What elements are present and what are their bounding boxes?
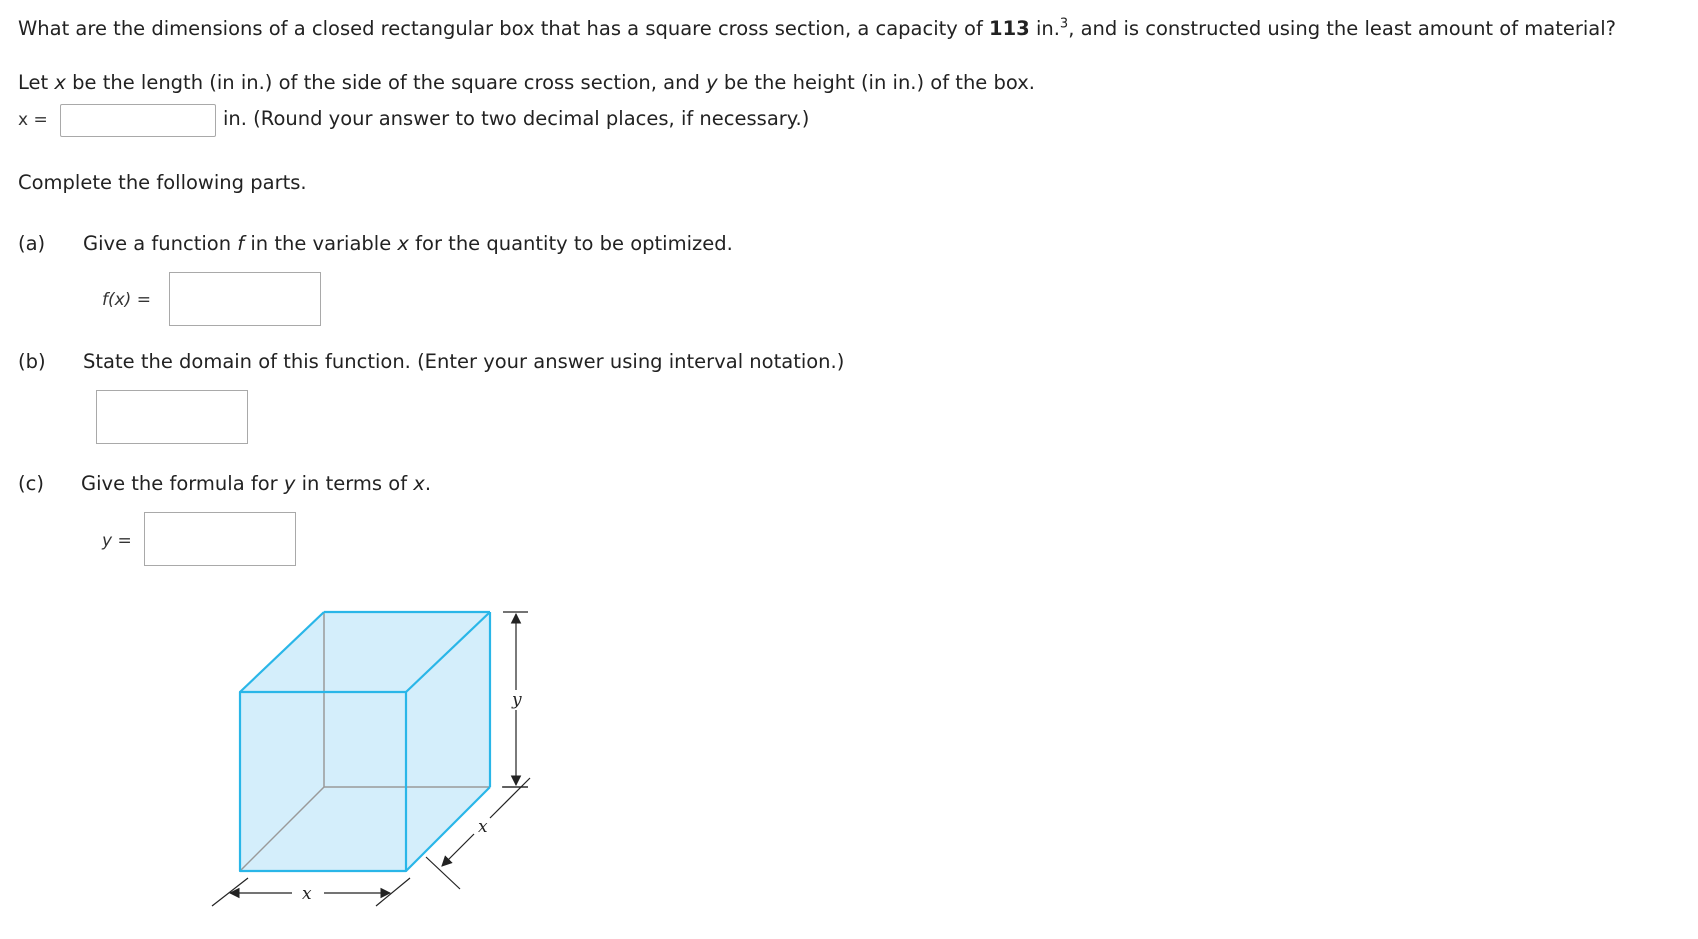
setup-text — [18, 71, 1035, 95]
part-c-text-1: Give the formula for — [81, 472, 278, 495]
part-b-answer-field[interactable] — [96, 390, 248, 444]
width-label: x — [302, 884, 312, 904]
part-c-text-2: in terms of — [301, 472, 408, 495]
height-label: y — [512, 690, 522, 710]
part-c-prompt — [81, 472, 431, 496]
part-c-answer-label: y = — [102, 531, 132, 551]
setup-var-y: y — [706, 71, 718, 94]
part-a-answer-field[interactable] — [169, 272, 321, 326]
part-b-label: (b) — [18, 350, 46, 373]
setup-text-2: be the length (in in.) of the side of the square cross section, and — [72, 71, 700, 94]
part-a-label: (a) — [18, 232, 46, 255]
part-c-var-x: x — [413, 472, 425, 495]
setup-var-x: x — [54, 71, 66, 94]
box-fill — [240, 612, 490, 871]
part-b-prompt: State the domain of this function. (Enter your answer using interval notation.) — [83, 350, 845, 373]
part-c-var-y: y — [283, 472, 296, 495]
part-a-text-3: for the quantity to be optimized. — [415, 232, 733, 255]
question-prefix: What are the dimensions of a closed rectangular box that has a square cross section, a capacity of — [18, 17, 983, 40]
part-a-var-f: f — [237, 232, 245, 255]
depth-label: x — [478, 817, 488, 837]
capacity-exponent: 3 — [1059, 16, 1069, 32]
part-a-prompt — [83, 232, 733, 256]
part-a-answer-label: f(x) = — [102, 290, 151, 310]
x-answer-hint: in. (Round your answer to two decimal places, if necessary.) — [223, 107, 810, 130]
box-diagram — [200, 600, 540, 920]
part-a-var-x: x — [397, 232, 409, 255]
setup-text-3: be the height (in in.) of the box. — [723, 71, 1035, 94]
part-c-label: (c) — [18, 472, 44, 495]
part-a-text-2: in the variable — [250, 232, 392, 255]
capacity-value: 113 — [989, 17, 1030, 40]
question-suffix: , and is constructed using the least amount of material? — [1068, 17, 1617, 40]
part-c-text-3: . — [424, 472, 432, 495]
capacity-unit: in. — [1035, 17, 1060, 40]
setup-text-1: Let — [18, 71, 49, 94]
x-answer-label: x = — [18, 110, 48, 130]
x-answer-field[interactable] — [60, 104, 216, 137]
instructions-text: Complete the following parts. — [18, 171, 307, 194]
part-c-answer-field[interactable] — [144, 512, 296, 566]
part-a-text-1: Give a function — [83, 232, 232, 255]
question-text — [18, 17, 1616, 41]
